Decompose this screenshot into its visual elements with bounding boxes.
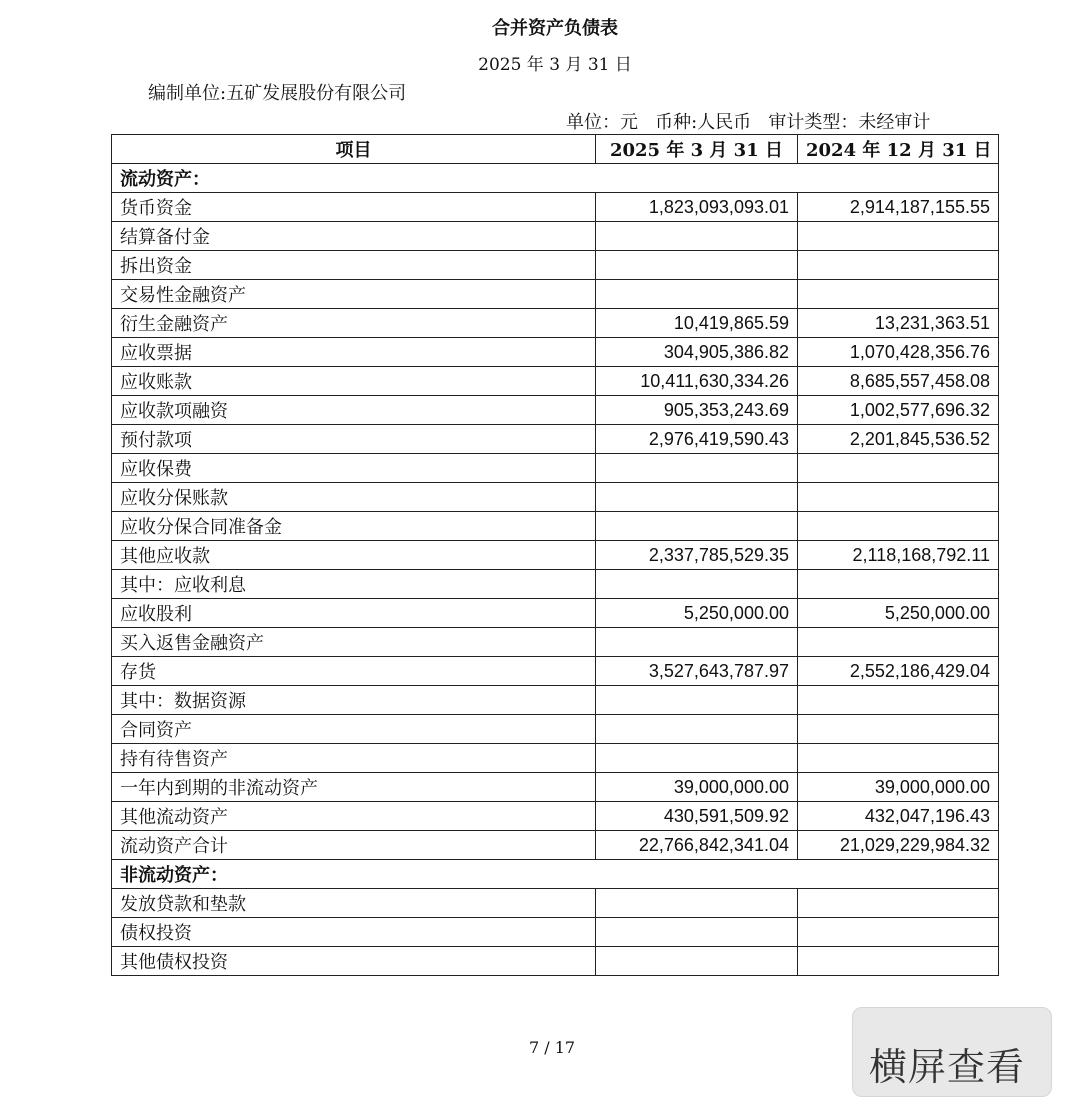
row-label: 其他应收款: [112, 541, 596, 570]
table-row: [112, 280, 999, 309]
table-row: [112, 744, 999, 773]
row-label: 流动资产合计: [112, 831, 596, 860]
table-row: [112, 802, 999, 831]
table-row: [112, 599, 999, 628]
table-row: [112, 425, 999, 454]
table-body: [112, 164, 999, 976]
prior-period-value: [798, 570, 999, 599]
row-label: 其中：数据资源: [112, 686, 596, 715]
section-row: [112, 860, 999, 889]
section-label: 流动资产：: [112, 164, 999, 193]
section-row: [112, 164, 999, 193]
table-row: [112, 889, 999, 918]
table-row: [112, 251, 999, 280]
row-label: 预付款项: [112, 425, 596, 454]
current-period-value: 905,353,243.69: [596, 396, 798, 425]
table-row: [112, 947, 999, 976]
row-label: 应收保费: [112, 454, 596, 483]
table-row: [112, 483, 999, 512]
prior-period-value: [798, 715, 999, 744]
current-period-value: 10,411,630,334.26: [596, 367, 798, 396]
row-label: 应收票据: [112, 338, 596, 367]
current-period-value: [596, 251, 798, 280]
current-period-value: [596, 744, 798, 773]
prior-period-value: [798, 947, 999, 976]
current-period-value: [596, 686, 798, 715]
current-period-value: [596, 512, 798, 541]
row-label: 其中：应收利息: [112, 570, 596, 599]
row-label: 合同资产: [112, 715, 596, 744]
current-period-value: [596, 628, 798, 657]
prior-period-value: 13,231,363.51: [798, 309, 999, 338]
current-period-value: 1,823,093,093.01: [596, 193, 798, 222]
header-current-period: 2025 年 3 月 31 日: [596, 135, 798, 164]
row-label: 存货: [112, 657, 596, 686]
row-label: 其他债权投资: [112, 947, 596, 976]
row-label: 应收分保合同准备金: [112, 512, 596, 541]
current-period-value: [596, 222, 798, 251]
prior-period-value: 5,250,000.00: [798, 599, 999, 628]
table-row: [112, 773, 999, 802]
table-row: [112, 454, 999, 483]
table-row: [112, 831, 999, 860]
prior-period-value: [798, 251, 999, 280]
prior-period-value: [798, 686, 999, 715]
row-label: 一年内到期的非流动资产: [112, 773, 596, 802]
current-period-value: 22,766,842,341.04: [596, 831, 798, 860]
prior-period-value: [798, 744, 999, 773]
statement-title: 合并资产负债表: [492, 18, 618, 39]
current-period-value: [596, 454, 798, 483]
prior-period-value: 21,029,229,984.32: [798, 831, 999, 860]
table-row: [112, 396, 999, 425]
table-row: [112, 193, 999, 222]
current-period-value: [596, 280, 798, 309]
prior-period-value: 39,000,000.00: [798, 773, 999, 802]
landscape-view-button[interactable]: 横屏查看: [852, 1007, 1052, 1097]
row-label: 货币资金: [112, 193, 596, 222]
table-row: [112, 541, 999, 570]
row-label: 拆出资金: [112, 251, 596, 280]
row-label: 结算备付金: [112, 222, 596, 251]
compiler-unit: 编制单位:五矿发展股份有限公司: [148, 83, 407, 104]
balance-sheet-table: [111, 134, 999, 976]
row-label: 应收款项融资: [112, 396, 596, 425]
prior-period-value: [798, 889, 999, 918]
row-label: 衍生金融资产: [112, 309, 596, 338]
header-item: 项目: [112, 135, 596, 164]
row-label: 其他流动资产: [112, 802, 596, 831]
row-label: 买入返售金融资产: [112, 628, 596, 657]
table-row: [112, 686, 999, 715]
prior-period-value: [798, 512, 999, 541]
prior-period-value: [798, 483, 999, 512]
header-prior-period: 2024 年 12 月 31 日: [798, 135, 999, 164]
row-label: 债权投资: [112, 918, 596, 947]
row-label: 应收股利: [112, 599, 596, 628]
table-row: [112, 512, 999, 541]
currency-unit-line: 单位：元 币种:人民币 审计类型：未经审计: [566, 112, 931, 133]
table-row: [112, 657, 999, 686]
prior-period-value: [798, 222, 999, 251]
current-period-value: [596, 947, 798, 976]
table-row: [112, 309, 999, 338]
prior-period-value: 2,552,186,429.04: [798, 657, 999, 686]
current-period-value: 39,000,000.00: [596, 773, 798, 802]
prior-period-value: 1,070,428,356.76: [798, 338, 999, 367]
prior-period-value: 2,118,168,792.11: [798, 541, 999, 570]
current-period-value: [596, 715, 798, 744]
current-period-value: 5,250,000.00: [596, 599, 798, 628]
prior-period-value: [798, 628, 999, 657]
table-row: [112, 570, 999, 599]
table-row: [112, 367, 999, 396]
row-label: 应收账款: [112, 367, 596, 396]
current-period-value: [596, 570, 798, 599]
section-label: 非流动资产：: [112, 860, 999, 889]
current-period-value: 304,905,386.82: [596, 338, 798, 367]
table-row: [112, 918, 999, 947]
table-row: [112, 628, 999, 657]
prior-period-value: 8,685,557,458.08: [798, 367, 999, 396]
row-label: 应收分保账款: [112, 483, 596, 512]
row-label: 交易性金融资产: [112, 280, 596, 309]
table-row: [112, 222, 999, 251]
prior-period-value: 2,914,187,155.55: [798, 193, 999, 222]
current-period-value: [596, 918, 798, 947]
table-row: [112, 715, 999, 744]
prior-period-value: [798, 918, 999, 947]
current-period-value: [596, 483, 798, 512]
table-row: [112, 338, 999, 367]
prior-period-value: 432,047,196.43: [798, 802, 999, 831]
current-period-value: 2,337,785,529.35: [596, 541, 798, 570]
prior-period-value: [798, 454, 999, 483]
table-header-row: [112, 135, 999, 164]
current-period-value: [596, 889, 798, 918]
page-number: 7 / 17: [529, 1038, 576, 1057]
prior-period-value: [798, 280, 999, 309]
statement-date: 2025 年 3 月 31 日: [478, 55, 632, 75]
current-period-value: 430,591,509.92: [596, 802, 798, 831]
current-period-value: 10,419,865.59: [596, 309, 798, 338]
prior-period-value: 2,201,845,536.52: [798, 425, 999, 454]
row-label: 发放贷款和垫款: [112, 889, 596, 918]
prior-period-value: 1,002,577,696.32: [798, 396, 999, 425]
current-period-value: 2,976,419,590.43: [596, 425, 798, 454]
row-label: 持有待售资产: [112, 744, 596, 773]
current-period-value: 3,527,643,787.97: [596, 657, 798, 686]
